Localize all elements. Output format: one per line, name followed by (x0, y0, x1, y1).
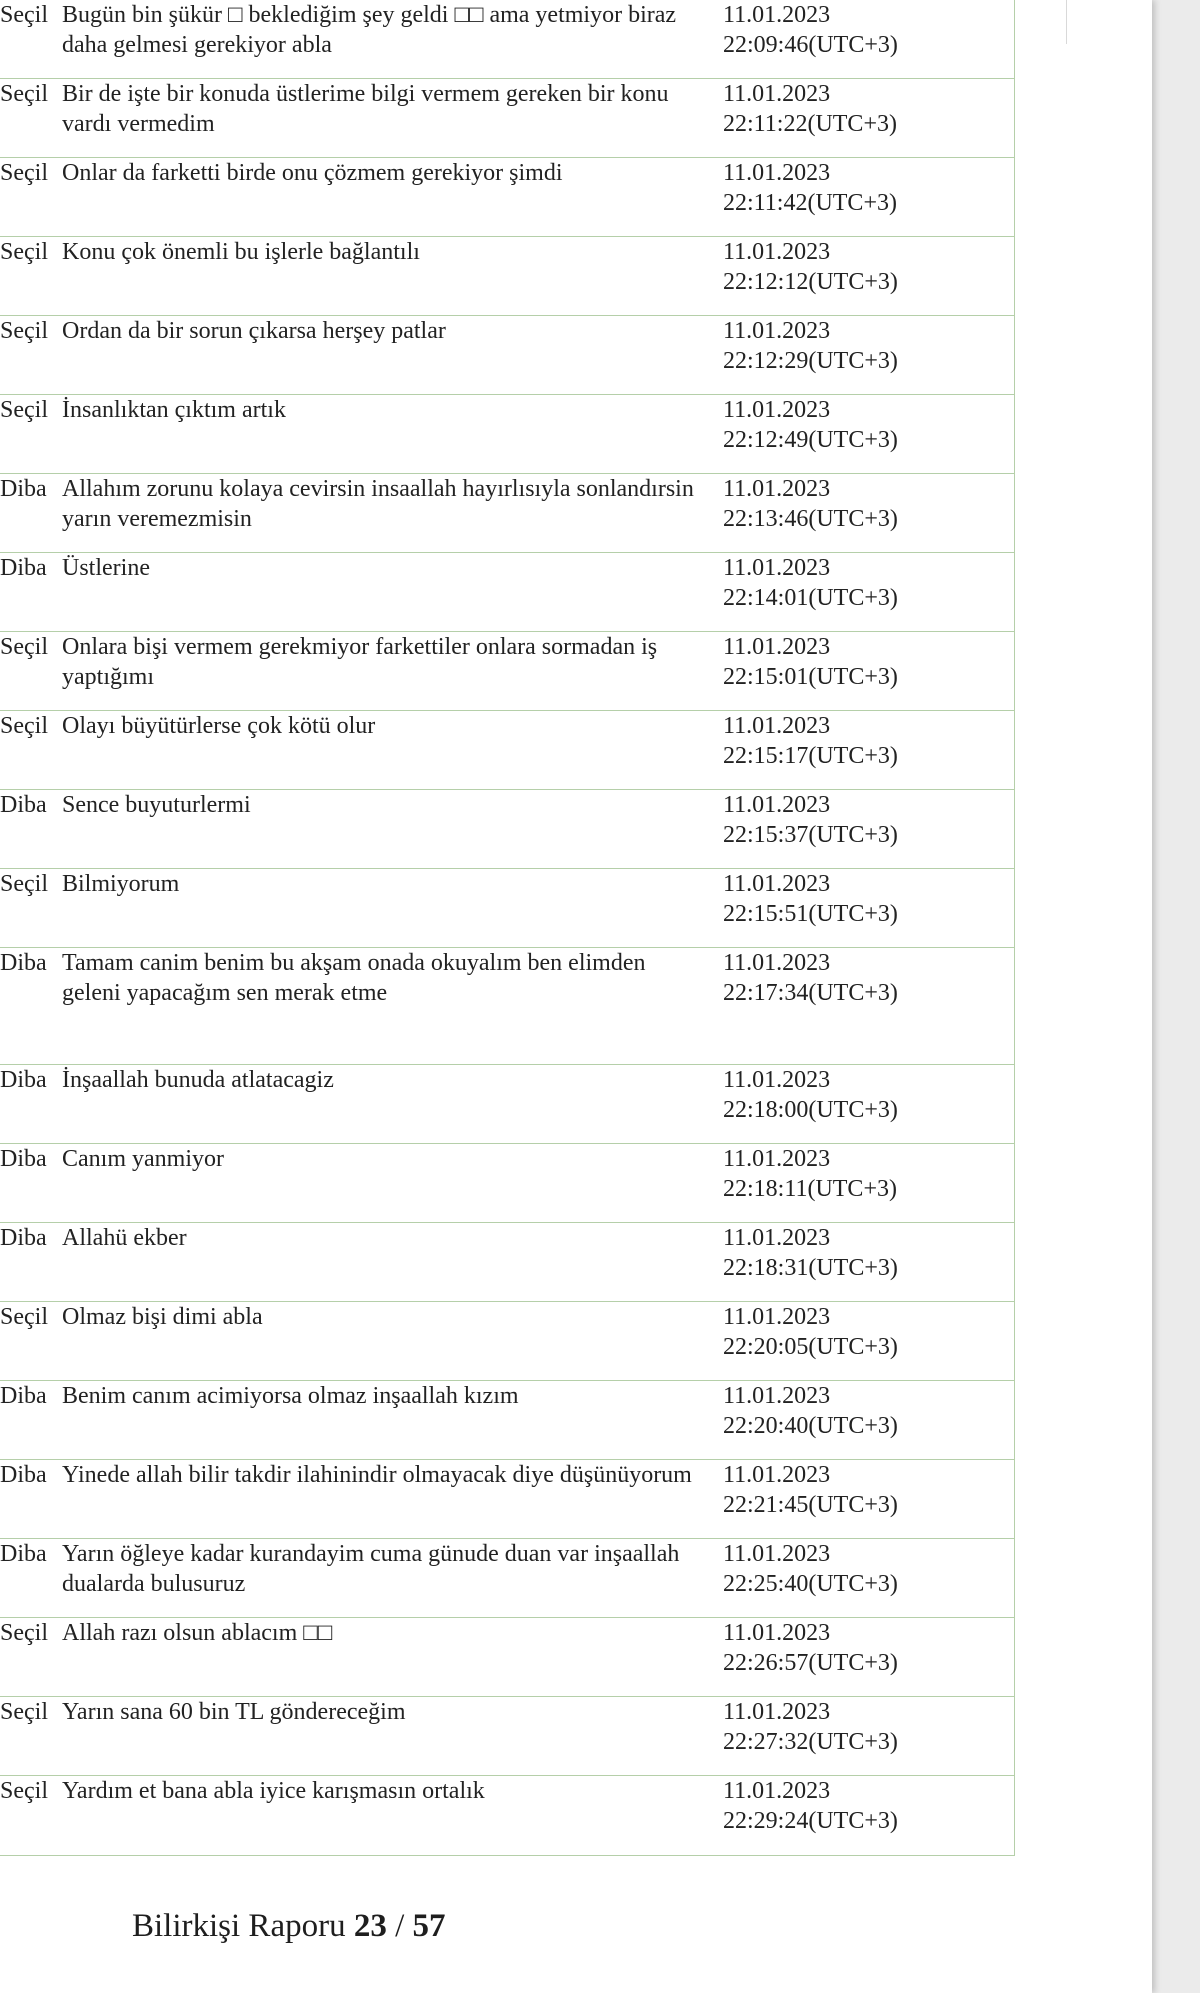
message-sender: Diba (0, 1067, 47, 1093)
message-row (0, 0, 1014, 78)
message-sender: Diba (0, 1383, 47, 1409)
message-timestamp (723, 1144, 1003, 1204)
message-timestamp (723, 553, 1003, 613)
message-sender: Seçil (0, 160, 48, 186)
message-row (0, 1617, 1014, 1696)
message-text: Benim canım acimiyorsa olmaz inşaallah kızım (62, 1383, 519, 1409)
message-text: Allahü ekber (62, 1225, 187, 1251)
message-text: Allahım zorunu kolaya cevirsin insaallah hayırlısıyla sonlandırsin yarın veremezmisin (62, 476, 694, 532)
message-row (0, 789, 1014, 868)
message-date: 11.01.2023 (723, 476, 831, 502)
message-date: 11.01.2023 (723, 713, 831, 739)
message-time: 22:15:37(UTC+3) (723, 822, 898, 848)
message-text: Olmaz bişi dimi abla (62, 1304, 263, 1330)
message-date: 11.01.2023 (723, 318, 831, 344)
message-timestamp (723, 632, 1003, 692)
message-row (0, 236, 1014, 315)
message-date: 11.01.2023 (723, 1225, 831, 1251)
message-row (0, 631, 1014, 710)
message-row (0, 710, 1014, 789)
message-time: 22:20:40(UTC+3) (723, 1413, 898, 1439)
message-timestamp (723, 237, 1003, 297)
message-timestamp (723, 1539, 1003, 1599)
message-date: 11.01.2023 (723, 792, 831, 818)
page-footer (132, 1906, 446, 1946)
message-timestamp (723, 1065, 1003, 1125)
message-timestamp (723, 1302, 1003, 1362)
message-sender: Seçil (0, 713, 48, 739)
message-date: 11.01.2023 (723, 160, 831, 186)
message-date: 11.01.2023 (723, 1304, 831, 1330)
message-date: 11.01.2023 (723, 1067, 831, 1093)
message-text: Canım yanmiyor (62, 1146, 224, 1172)
message-sender: Seçil (0, 239, 48, 265)
message-time: 22:18:11(UTC+3) (723, 1176, 897, 1202)
message-date: 11.01.2023 (723, 555, 831, 581)
message-time: 22:11:42(UTC+3) (723, 190, 897, 216)
message-time: 22:13:46(UTC+3) (723, 506, 898, 532)
message-row (0, 1380, 1014, 1459)
message-sender: Diba (0, 792, 47, 818)
message-timestamp (723, 948, 1003, 1008)
page-number: 23 (353, 1908, 387, 1944)
message-sender: Diba (0, 1146, 47, 1172)
message-time: 22:12:29(UTC+3) (723, 348, 898, 374)
message-text: Yarın sana 60 bin TL göndereceğim (62, 1699, 406, 1725)
message-date: 11.01.2023 (723, 81, 831, 107)
message-date: 11.01.2023 (723, 634, 831, 660)
message-date: 11.01.2023 (723, 871, 831, 897)
message-row (0, 1538, 1014, 1617)
message-sender: Seçil (0, 1304, 48, 1330)
message-row (0, 1222, 1014, 1301)
message-row (0, 868, 1014, 947)
message-date: 11.01.2023 (723, 1146, 831, 1172)
message-row (0, 473, 1014, 552)
message-timestamp (723, 1381, 1003, 1441)
message-timestamp (723, 158, 1003, 218)
message-sender: Seçil (0, 1778, 48, 1804)
message-timestamp (723, 869, 1003, 929)
message-row (0, 1301, 1014, 1380)
message-sender: Seçil (0, 397, 48, 423)
message-time: 22:26:57(UTC+3) (723, 1650, 898, 1676)
message-text: İnsanlıktan çıktım artık (62, 397, 286, 423)
message-row (0, 947, 1014, 1064)
message-time: 22:12:49(UTC+3) (723, 427, 898, 453)
message-timestamp (723, 1697, 1003, 1757)
page-separator: / (395, 1908, 405, 1944)
message-time: 22:12:12(UTC+3) (723, 269, 898, 295)
message-timestamp (723, 79, 1003, 139)
message-text: Bir de işte bir konuda üstlerime bilgi vermem gereken bir konu vardı vermedim (62, 81, 669, 137)
message-time: 22:18:00(UTC+3) (723, 1097, 898, 1123)
message-sender: Diba (0, 950, 47, 976)
message-text: Yarın öğleye kadar kurandayim cuma günude duan var inşaallah dualarda bulusuruz (62, 1541, 680, 1597)
message-text: Üstlerine (62, 555, 150, 581)
report-title: Bilirkişi Raporu (132, 1908, 346, 1944)
message-sender: Seçil (0, 81, 48, 107)
message-sender: Seçil (0, 634, 48, 660)
message-sender: Seçil (0, 318, 48, 344)
message-timestamp (723, 1618, 1003, 1678)
message-sender: Diba (0, 1462, 47, 1488)
message-sender: Diba (0, 1541, 47, 1567)
message-timestamp (723, 1223, 1003, 1283)
message-row (0, 1696, 1014, 1775)
message-time: 22:15:17(UTC+3) (723, 743, 898, 769)
message-date: 11.01.2023 (723, 1778, 831, 1804)
message-date: 11.01.2023 (723, 1541, 831, 1567)
message-timestamp (723, 711, 1003, 771)
message-row (0, 1064, 1014, 1143)
message-timestamp (723, 1776, 1003, 1836)
message-time: 22:29:24(UTC+3) (723, 1808, 898, 1834)
message-text: Onlara bişi vermem gerekmiyor farkettiler onlara sormadan iş yaptığımı (62, 634, 658, 690)
message-timestamp (723, 474, 1003, 534)
message-date: 11.01.2023 (723, 1620, 831, 1646)
message-text: Yinede allah bilir takdir ilahinindir olmayacak diye düşünüyorum (62, 1462, 692, 1488)
message-timestamp (723, 316, 1003, 376)
message-text: Yardım et bana abla iyice karışmasın ortalık (62, 1778, 485, 1804)
message-time: 22:18:31(UTC+3) (723, 1255, 898, 1281)
message-text: Ordan da bir sorun çıkarsa herşey patlar (62, 318, 446, 344)
message-text: Sence buyuturlermi (62, 792, 251, 818)
page-total: 57 (412, 1908, 446, 1944)
message-sender: Diba (0, 555, 47, 581)
message-timestamp (723, 0, 1003, 60)
message-time: 22:14:01(UTC+3) (723, 585, 898, 611)
message-text: İnşaallah bunuda atlatacagiz (62, 1067, 334, 1093)
message-row (0, 1143, 1014, 1222)
message-row (0, 78, 1014, 157)
page-divider (1066, 0, 1067, 44)
message-row (0, 394, 1014, 473)
message-text: Allah razı olsun ablacım □□ (62, 1620, 333, 1646)
message-time: 22:15:01(UTC+3) (723, 664, 898, 690)
message-sender: Diba (0, 476, 47, 502)
message-text: Tamam canim benim bu akşam onada okuyalım ben elimden geleni yapacağım sen merak etme (62, 950, 646, 1006)
message-row (0, 1775, 1014, 1855)
message-text: Bilmiyorum (62, 871, 180, 897)
message-time: 22:20:05(UTC+3) (723, 1334, 898, 1360)
message-date: 11.01.2023 (723, 1383, 831, 1409)
message-date: 11.01.2023 (723, 239, 831, 265)
message-time: 22:09:46(UTC+3) (723, 32, 898, 58)
message-text: Konu çok önemli bu işlerle bağlantılı (62, 239, 420, 265)
message-sender: Seçil (0, 871, 48, 897)
message-timestamp (723, 395, 1003, 455)
message-time: 22:25:40(UTC+3) (723, 1571, 898, 1597)
message-text: Onlar da farketti birde onu çözmem gerekiyor şimdi (62, 160, 563, 186)
message-date: 11.01.2023 (723, 2, 831, 28)
message-text: Bugün bin şükür □ beklediğim şey geldi □□ ama yetmiyor biraz daha gelmesi gerekiyor abla (62, 2, 677, 58)
message-date: 11.01.2023 (723, 1462, 831, 1488)
message-date: 11.01.2023 (723, 397, 831, 423)
message-row (0, 552, 1014, 631)
message-text: Olayı büyütürlerse çok kötü olur (62, 713, 376, 739)
message-time: 22:21:45(UTC+3) (723, 1492, 898, 1518)
message-sender: Diba (0, 1225, 47, 1251)
message-row (0, 1459, 1014, 1538)
message-sender: Seçil (0, 1620, 48, 1646)
message-timestamp (723, 1460, 1003, 1520)
message-date: 11.01.2023 (723, 1699, 831, 1725)
message-sender: Seçil (0, 1699, 48, 1725)
message-time: 22:15:51(UTC+3) (723, 901, 898, 927)
message-time: 22:27:32(UTC+3) (723, 1729, 898, 1755)
message-time: 22:17:34(UTC+3) (723, 980, 898, 1006)
message-row (0, 315, 1014, 394)
message-sender: Seçil (0, 2, 48, 28)
message-time: 22:11:22(UTC+3) (723, 111, 897, 137)
message-row (0, 157, 1014, 236)
message-date: 11.01.2023 (723, 950, 831, 976)
message-timestamp (723, 790, 1003, 850)
